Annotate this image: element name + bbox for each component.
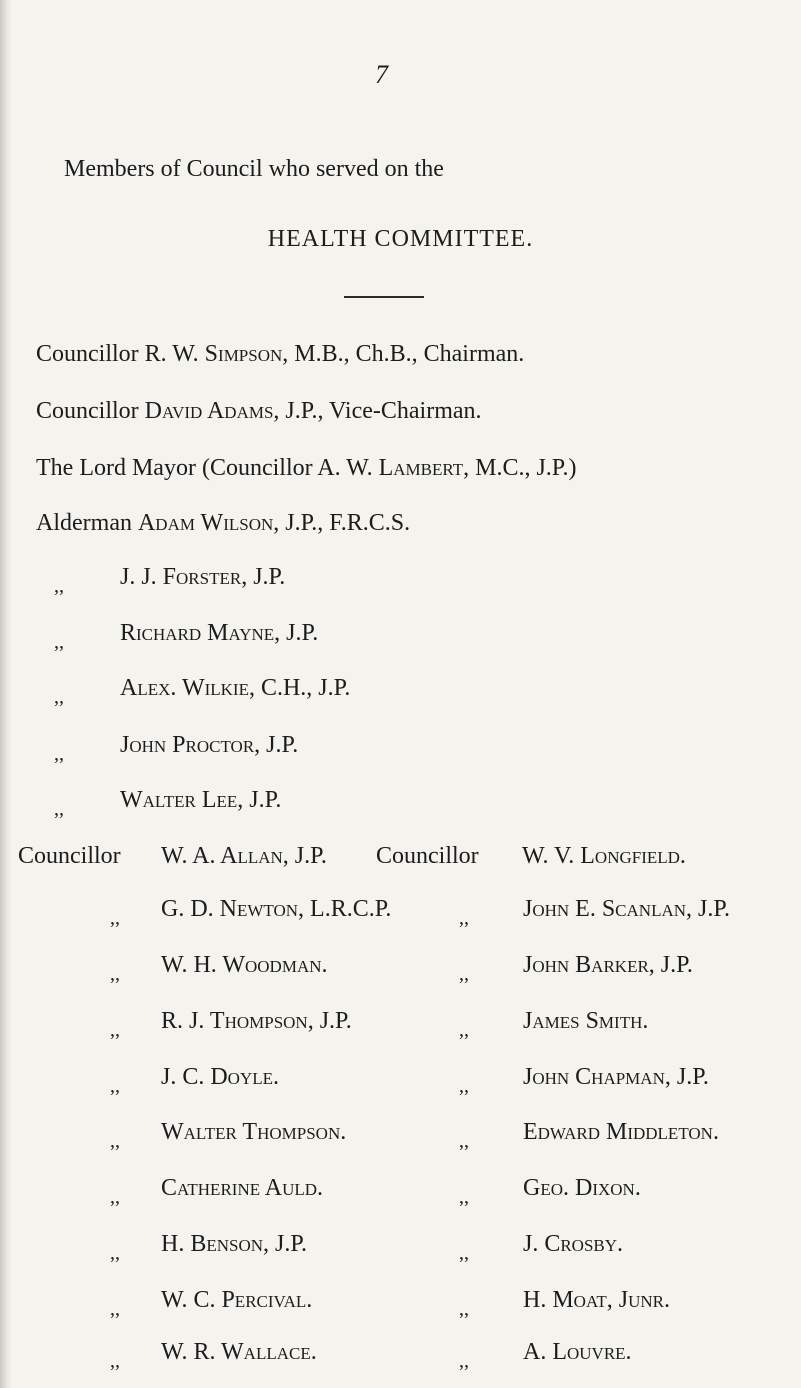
- alderman-name: J. J. Forster, J.P.: [120, 564, 286, 590]
- councillor-name-left: J. C. Doyle.: [161, 1064, 280, 1090]
- ditto-mark: ,,: [110, 1019, 120, 1041]
- officer-title: The Lord Mayor (Councillor A. W.: [36, 455, 373, 481]
- councillor-name-left: W. R. Wallace.: [161, 1339, 317, 1365]
- ditto-mark: ,,: [110, 963, 120, 985]
- ditto-mark: ,,: [110, 1298, 120, 1320]
- councillor-name-right: John Barker, J.P.: [523, 952, 693, 978]
- page-number: 7: [375, 60, 388, 89]
- councillor-name-left: R. J. Thompson, J.P.: [161, 1008, 352, 1034]
- councillor-name-right: Edward Middleton.: [523, 1119, 719, 1145]
- councillor-name-right: W. V. Longfield.: [522, 843, 686, 869]
- officer-name: Lambert,: [378, 455, 470, 481]
- councillor-name-left: H. Benson, J.P.: [161, 1231, 308, 1257]
- officer-suffix: J.P., F.R.C.S.: [285, 510, 411, 536]
- ditto-mark: ,,: [110, 1075, 120, 1097]
- ditto-mark: ,,: [459, 1350, 469, 1372]
- ditto-mark: ,,: [110, 1130, 120, 1152]
- ditto-mark: ,,: [54, 631, 64, 653]
- ditto-mark: ,,: [459, 963, 469, 985]
- committee-heading: HEALTH COMMITTEE.: [267, 226, 534, 252]
- ditto-mark: ,,: [54, 743, 64, 765]
- councillor-name-right: A. Louvre.: [523, 1339, 632, 1365]
- councillor-label-left: Councillor: [18, 843, 121, 869]
- officer-line-lord-mayor: [36, 455, 576, 482]
- alderman-name: John Proctor, J.P.: [120, 732, 299, 758]
- councillor-name-right: Geo. Dixon.: [523, 1175, 641, 1201]
- officer-name: Adam Wilson,: [137, 510, 280, 536]
- councillor-name-right: H. Moat, Junr.: [523, 1287, 670, 1313]
- ditto-mark: ,,: [110, 1350, 120, 1372]
- councillor-name-left: W. H. Woodman.: [161, 952, 328, 978]
- officer-title: Councillor: [36, 398, 139, 424]
- page-edge-shadow: [0, 0, 12, 1388]
- councillor-name-left: Walter Thompson.: [161, 1119, 347, 1145]
- councillor-name-right: J. Crosby.: [523, 1231, 624, 1257]
- officer-line-alderman: [36, 510, 410, 537]
- councillor-label-right: Councillor: [376, 843, 479, 869]
- councillor-name-left: Catherine Auld.: [161, 1175, 324, 1201]
- ditto-mark: ,,: [54, 686, 64, 708]
- councillor-name-right: John Chapman, J.P.: [523, 1064, 709, 1090]
- ditto-mark: ,,: [459, 1130, 469, 1152]
- ditto-mark: ,,: [459, 907, 469, 929]
- officer-suffix: M.C., J.P.): [475, 455, 577, 481]
- alderman-name: Walter Lee, J.P.: [120, 787, 282, 813]
- officer-suffix: J.P., Vice-Chairman.: [285, 398, 482, 424]
- councillor-name-left: G. D. Newton, L.R.C.P.: [161, 896, 392, 922]
- officer-line-vice-chairman: [36, 398, 482, 425]
- councillor-name-left: W. C. Percival.: [161, 1287, 313, 1313]
- officer-title: Alderman: [36, 510, 132, 536]
- ditto-mark: ,,: [54, 798, 64, 820]
- ditto-mark: ,,: [110, 1186, 120, 1208]
- ditto-mark: ,,: [54, 575, 64, 597]
- ditto-mark: ,,: [459, 1019, 469, 1041]
- ditto-mark: ,,: [110, 907, 120, 929]
- ditto-mark: ,,: [459, 1075, 469, 1097]
- councillor-name-right: John E. Scanlan, J.P.: [523, 896, 731, 922]
- officer-name: David Adams,: [144, 398, 280, 424]
- ditto-mark: ,,: [459, 1186, 469, 1208]
- heading-rule: [344, 296, 424, 298]
- alderman-name: Alex. Wilkie, C.H., J.P.: [120, 675, 351, 701]
- ditto-mark: ,,: [459, 1242, 469, 1264]
- alderman-name: Richard Mayne, J.P.: [120, 620, 319, 646]
- officer-line-chairman: [36, 341, 524, 368]
- officer-suffix: M.B., Ch.B., Chairman.: [294, 341, 525, 367]
- officer-name: R. W. Simpson,: [144, 341, 289, 367]
- councillor-name-left: W. A. Allan, J.P.: [161, 843, 327, 869]
- councillor-name-right: James Smith.: [523, 1008, 649, 1034]
- officer-title: Councillor: [36, 341, 139, 367]
- intro-text: Members of Council who served on the: [64, 156, 444, 182]
- ditto-mark: ,,: [459, 1298, 469, 1320]
- ditto-mark: ,,: [110, 1242, 120, 1264]
